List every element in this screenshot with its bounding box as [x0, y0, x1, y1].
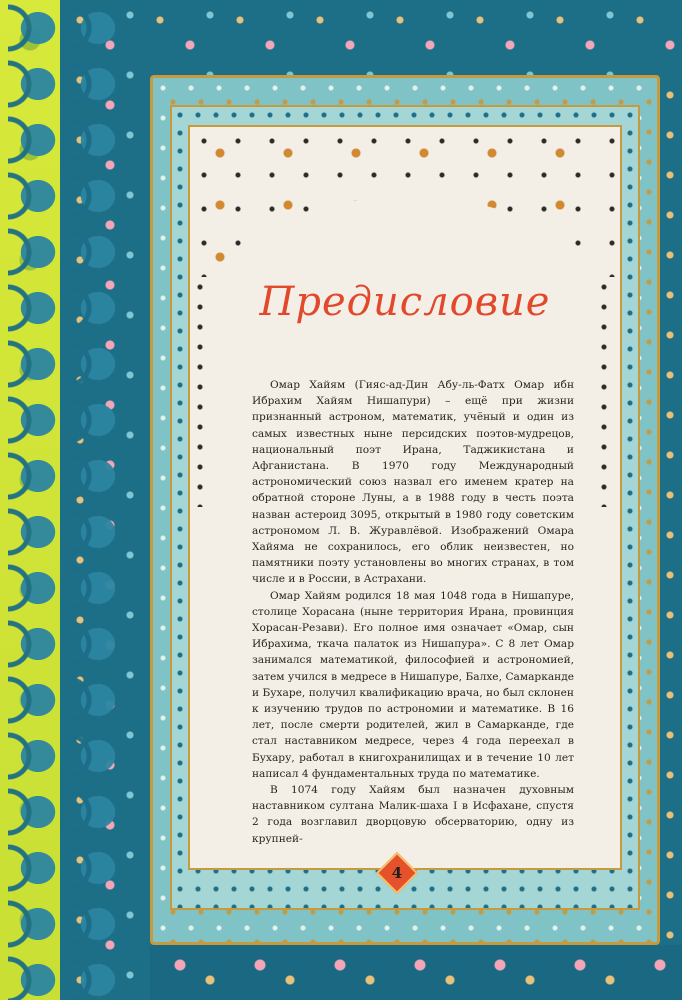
right-floral-edge — [660, 75, 682, 945]
text-panel — [188, 125, 622, 870]
arch-ornament — [190, 127, 620, 277]
paragraph: Омар Хайям родился 18 мая 1048 года в Нишапуре, столице Хорасана (ныне территория Ирана, провинция Хорасан-Резави). Его полное имя означает «Омар, сын Ибрахима, ткача палаток из Нишапура». С 8 лет Омар занимался математикой, философией и астрономией, затем учился в медресе в Нишапуре, Балхе, Самарканде и Бухаре, получил квалификацию врача, но был склонен к изучению трудов по астрономии и математике. В 16 лет, после смерти родителей, жил в Самарканде, где стал наставником медресе, через 4 года переехал в Бухару, работал в книгохранилищах и в течение 10 лет написал 4 фундаментальных труда по математике. — [252, 589, 574, 780]
scalloped-edge — [8, 0, 126, 1000]
page-title: Предисловие — [259, 279, 551, 325]
paragraph: В 1074 году Хайям был назначен духовным наставником султана Малик-шаха I в Исфахане, спустя 2 года возглавил дворцовую обсерваторию, одну из крупней- — [252, 784, 574, 845]
bottom-floral-border — [150, 945, 682, 1000]
body-text — [252, 377, 574, 847]
paragraph: Омар Хайям (Гияс-ад-Дин Абу-ль-Фатх Омар ибн Ибрахим Хайям Нишапури) – ещё при жизни признанный астроном, математик, учёный и один из самых известных ныне персидских поэтов-мудрецов, национальный поэт Ирана, Таджикистана и Афганистана. В 1970 году Международный астрономический союз назвал его именем кратер на обратной стороне Луны, а в 1988 году в честь поэта назван астероид 3095, открытый в 1980 году советским астрономом Л. В. Журавлёвой. Изображений Омара Хайяма не сохранилось, его облик неизвестен, но памятники поэту установлены во многих странах, в том числе и в России, в Астрахани. — [252, 379, 574, 586]
page-number: 4 — [391, 864, 403, 882]
